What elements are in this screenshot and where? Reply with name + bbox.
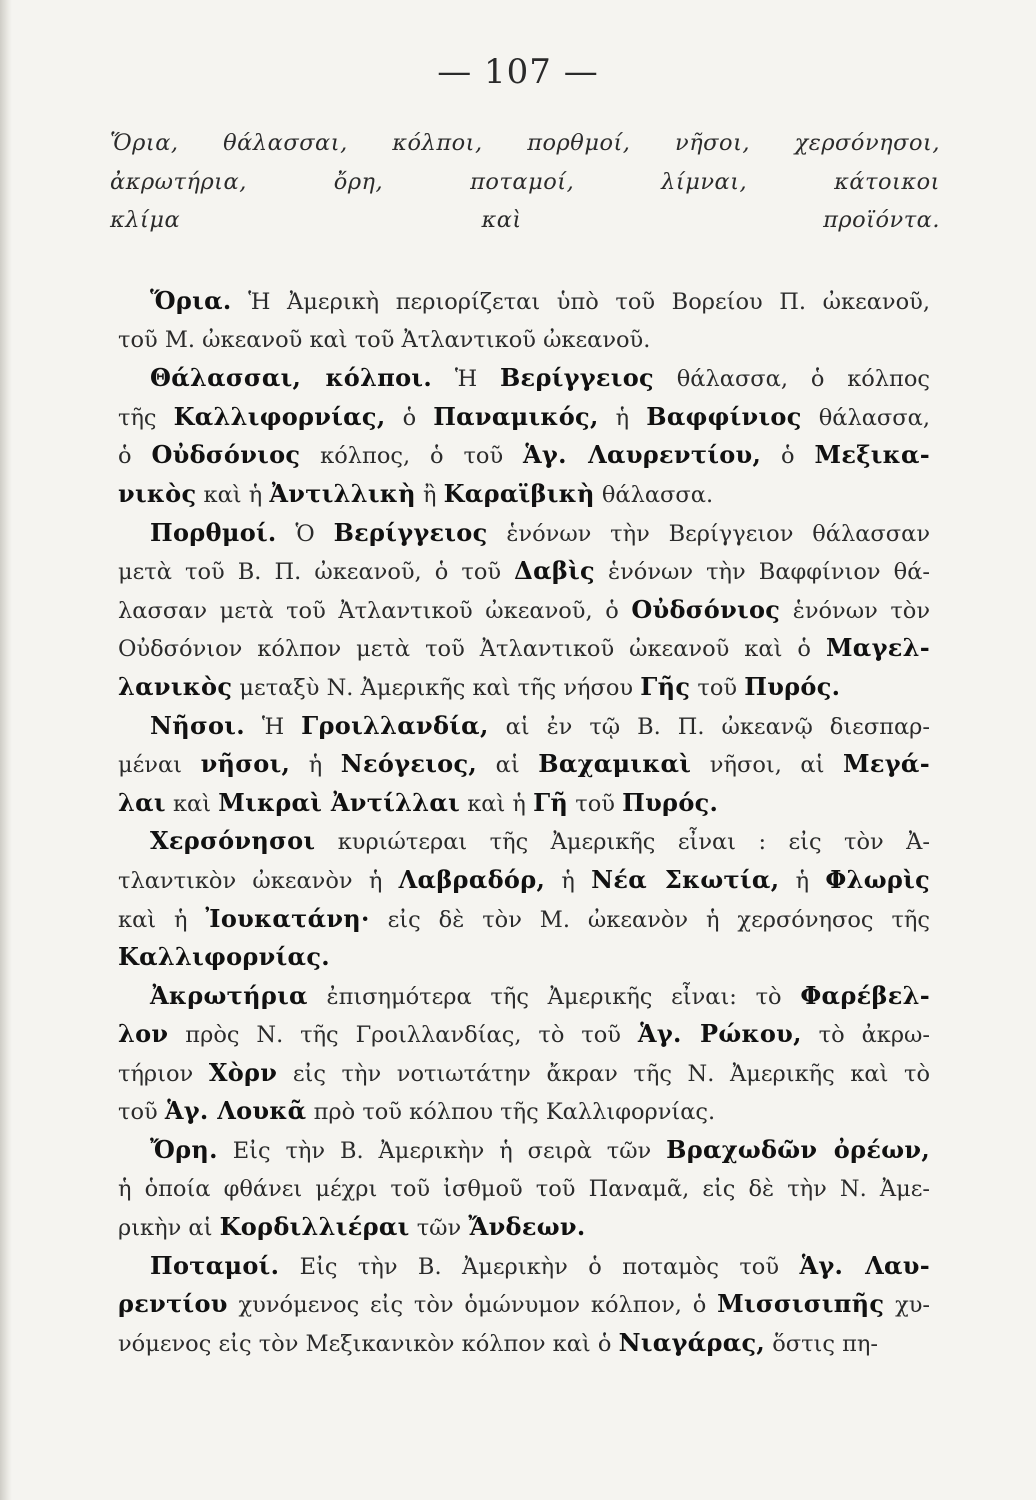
bold-term: Γῆ <box>533 787 569 817</box>
text-run: κυριώτεραι τῆς Ἀμερικῆς εἶναι : εἰς τὸν Ἀ- <box>315 829 930 856</box>
text-line <box>118 1285 930 1324</box>
bold-term: Ἁγ. Ρώκου, <box>637 1019 802 1049</box>
text-run: τῶν <box>409 1215 469 1242</box>
text-run: λασσαν μετὰ τοῦ Ἀτλαντικοῦ ὠκεανοῦ, ὁ <box>118 597 632 624</box>
text-line <box>118 1092 930 1131</box>
text-line <box>118 591 930 630</box>
text-line <box>118 398 930 437</box>
bold-term: Δαβὶς <box>514 556 595 586</box>
text-run: τῆς <box>118 404 174 431</box>
bold-term: Ἄνδεων. <box>468 1212 586 1242</box>
paragraph-oria <box>118 282 930 359</box>
text-run: μετὰ τοῦ Β. Π. ὠκεανοῦ, ὁ τοῦ <box>118 559 515 586</box>
text-run: ὁ <box>118 443 152 470</box>
text-line <box>118 1208 930 1247</box>
bold-term: Ποταμοί. <box>150 1250 280 1280</box>
text-run: χυ- <box>884 1292 930 1319</box>
text-line <box>118 861 930 900</box>
bold-term: Χὸρν <box>208 1057 278 1087</box>
text-run: καὶ ἡ <box>196 481 270 508</box>
bold-term: νῆσοι, <box>200 749 291 779</box>
bold-term: λον <box>118 1019 169 1049</box>
text-run: αἱ <box>477 752 539 779</box>
text-run: νόμενος εἰς τὸν Μεξικανικὸν κόλπον καὶ ὁ <box>118 1331 619 1358</box>
text-line <box>118 900 930 939</box>
text-run: τήριον <box>118 1060 209 1087</box>
text-run: θάλασσα, <box>801 404 930 431</box>
bold-term: Οὐδσόνιος <box>631 594 781 624</box>
bold-term: Γροιλλανδία, <box>301 710 489 740</box>
text-run: τοῦ <box>690 674 745 701</box>
text-line <box>118 552 930 591</box>
bold-term: Ἁγ. Λαυρεντίου, <box>523 440 762 470</box>
bold-term: Πορθμοί. <box>150 517 277 547</box>
text-line <box>118 1170 930 1209</box>
bold-term: νικὸς <box>118 478 197 508</box>
bold-term: Νεόγειος, <box>340 749 478 779</box>
text-run: ὁ <box>385 404 434 431</box>
bold-term: Μεξικα- <box>814 440 930 470</box>
text-run: ἡ <box>779 867 826 894</box>
text-run: εἰς δὲ τὸν Μ. ὠκεανὸν ἡ χερσόνησος τῆς <box>369 906 930 933</box>
text-run: Ἡ Ἀμερικὴ περιορίζεται ὑπὸ τοῦ Βορείου Π. ὠκεανοῦ, <box>231 289 930 315</box>
text-run: ἐπισημότερα τῆς Ἀμερικῆς εἶναι: τὸ <box>307 983 801 1010</box>
bold-term: Ἁγ. Λαυ- <box>799 1250 930 1280</box>
text-run: Ἡ <box>432 366 500 393</box>
text-line <box>118 1054 930 1093</box>
bold-term: Μικραὶ Ἀντίλλαι <box>218 787 461 817</box>
text-run: ἑνόνων τὸν <box>780 597 931 624</box>
text-line <box>118 745 930 784</box>
text-run: τὸ ἀκρω- <box>801 1022 931 1049</box>
paragraph-porthmoi <box>118 514 930 707</box>
paragraph-thalassai <box>118 359 930 513</box>
bold-term: Βαφφίνιος <box>646 401 802 431</box>
bold-term: Χερσόνησοι <box>150 826 316 856</box>
bold-term: Μαγελ- <box>825 633 930 663</box>
text-run: νῆσοι, αἱ <box>691 752 844 779</box>
heading-line: Ὅρια, θάλασσαι, κόλποι, πορθμοί, νῆσοι, χερσόνησοι, <box>110 130 940 156</box>
text-run: ἢ <box>415 481 444 508</box>
text-run: Οὐδσόνιον κόλπον μετὰ τοῦ Ἀτλαντικοῦ ὠκεανοῦ καὶ ὁ <box>118 636 826 663</box>
text-line <box>118 1131 930 1170</box>
text-run: πρὸ τοῦ κόλπου τῆς Καλλιφορνίας. <box>306 1099 716 1126</box>
text-line <box>118 668 930 707</box>
text-run: Ὁ <box>276 520 334 547</box>
text-run: τοῦ <box>568 790 623 817</box>
text-run: μεταξὺ Ν. Ἀμερικῆς καὶ τῆς νήσου <box>232 674 641 701</box>
text-run: καὶ ἡ <box>118 906 206 933</box>
text-line <box>118 977 930 1016</box>
paragraph-akroteria <box>118 977 930 1131</box>
bold-term: Μεγά- <box>843 749 930 779</box>
bold-term: Ἁγ. Λουκᾶ <box>164 1096 307 1126</box>
heading-line: ἀκρωτήρια, ὄρη, ποταμοί, λίμναι, κάτοικοι <box>110 168 940 195</box>
text-run: ὁ <box>761 443 815 470</box>
text-line <box>118 321 930 360</box>
text-run: θάλασσα. <box>594 481 714 508</box>
section-heading <box>110 124 940 240</box>
bold-term: Καλλιφορνίας, <box>173 401 386 431</box>
text-run: ρικὴν αἱ <box>118 1215 220 1242</box>
bold-term: Ἀντιλλικὴ <box>269 478 416 508</box>
bold-term: Θάλασσαι, κόλποι. <box>150 363 432 393</box>
text-run: εἰς τὴν νοτιωτάτην ἄκραν τῆς Ν. Ἀμερικῆς καὶ τὸ <box>277 1060 930 1087</box>
bold-term: Φαρέβελ- <box>800 980 930 1010</box>
text-run: Εἰς τὴν Β. Ἀμερικὴν ὁ ποταμὸς τοῦ <box>279 1253 800 1280</box>
paragraph-ore <box>118 1131 930 1247</box>
bold-term: Νέα Σκωτία, <box>591 864 780 894</box>
text-run: ἡ <box>598 404 647 431</box>
text-line <box>118 282 930 321</box>
text-line <box>118 436 930 475</box>
bold-term: Καλλιφορνίας. <box>118 942 330 972</box>
bold-term: λανικὸς <box>118 671 233 701</box>
bold-term: Παναμικός, <box>433 401 599 431</box>
bold-term: Κορδιλλιέραι <box>219 1212 410 1242</box>
text-run: ἑνόνων τὴν Βαφφίνιον θά- <box>594 559 931 586</box>
bold-term: Ὅρια. <box>150 286 232 315</box>
bold-term: Ἰουκατάνη· <box>205 903 370 933</box>
text-run: χυνόμενος εἰς τὸν ὁμώνυμον κόλπον, ὁ <box>227 1292 718 1319</box>
text-run: Εἰς τὴν Β. Ἀμερικὴν ἡ σειρὰ τῶν <box>217 1138 667 1165</box>
text-run: πρὸς Ν. τῆς Γροιλλανδίας, τὸ τοῦ <box>168 1022 638 1049</box>
bold-term: Φλωρὶς <box>825 864 930 894</box>
paragraph-chersonesoi <box>118 822 930 976</box>
bold-term: Ἀκρωτήρια <box>150 980 308 1010</box>
bold-term: Βερίγγειος <box>499 363 654 393</box>
text-run: κόλπος, ὁ τοῦ <box>300 443 524 470</box>
text-line <box>118 784 930 823</box>
text-run: ὅστις πη- <box>765 1331 878 1358</box>
text-run: ἑνόνων τὴν Βερίγγειον θάλασσαν <box>487 520 931 547</box>
text-run: ἡ <box>290 752 341 779</box>
bold-term: Βραχωδῶν ὀρέων, <box>666 1135 931 1165</box>
bold-term: Μισσισιπῆς <box>717 1289 885 1319</box>
text-run: Ἡ <box>244 713 302 740</box>
text-line <box>118 1015 930 1054</box>
text-line <box>118 629 930 668</box>
bold-term: Ὄρη. <box>150 1135 218 1165</box>
bold-term: Νῆσοι. <box>150 710 245 740</box>
paragraph-potamoi <box>118 1247 930 1363</box>
bold-term: Οὐδσόνιος <box>151 440 301 470</box>
page-gutter <box>0 0 12 1500</box>
text-line <box>118 514 930 553</box>
bold-term: Γῆς <box>640 671 691 701</box>
bold-term: Βερίγγειος <box>333 517 488 547</box>
text-line <box>118 1247 930 1286</box>
text-run: θάλασσα, ὁ κόλπος <box>653 366 930 393</box>
bold-term: Πυρός. <box>622 787 719 817</box>
text-line <box>118 475 930 514</box>
text-run: μέναι <box>118 752 201 779</box>
text-line <box>118 822 930 861</box>
text-line <box>118 359 930 398</box>
text-run: ἡ ὁποία φθάνει μέχρι τοῦ ἰσθμοῦ τοῦ Παναμᾶ, εἰς δὲ τὴν Ν. Ἀμε- <box>118 1175 930 1202</box>
bold-term: Πυρός. <box>744 671 841 701</box>
heading-line: κλίμα καὶ προϊόντα. <box>110 207 940 234</box>
text-run: ἡ <box>545 867 592 894</box>
text-line <box>118 938 930 977</box>
text-run: τλαντικὸν ὠκεανὸν ἡ <box>118 867 399 894</box>
bold-term: Βαχαμικαὶ <box>538 749 692 779</box>
bold-term: Καραϊβικὴ <box>443 478 595 508</box>
text-run: τοῦ <box>118 1099 165 1126</box>
page-number: — 107 — <box>437 52 599 92</box>
body-text <box>118 282 930 1363</box>
text-run: καὶ ἡ <box>460 790 534 817</box>
text-run: αἱ ἐν τῷ Β. Π. ὠκεανῷ διεσπαρ- <box>488 713 930 740</box>
text-line <box>118 707 930 746</box>
bold-term: ρεντίου <box>118 1289 228 1319</box>
bold-term: Λαβραδόρ, <box>398 864 546 894</box>
bold-term: λαι <box>118 787 166 817</box>
text-line <box>118 1324 930 1363</box>
bold-term: Νιαγάρας, <box>618 1328 766 1358</box>
text-run: τοῦ Μ. ὠκεανοῦ καὶ τοῦ Ἀτλαντικοῦ ὠκεανοῦ. <box>118 326 651 353</box>
text-run: καὶ <box>165 790 219 817</box>
paragraph-nesoi <box>118 707 930 823</box>
